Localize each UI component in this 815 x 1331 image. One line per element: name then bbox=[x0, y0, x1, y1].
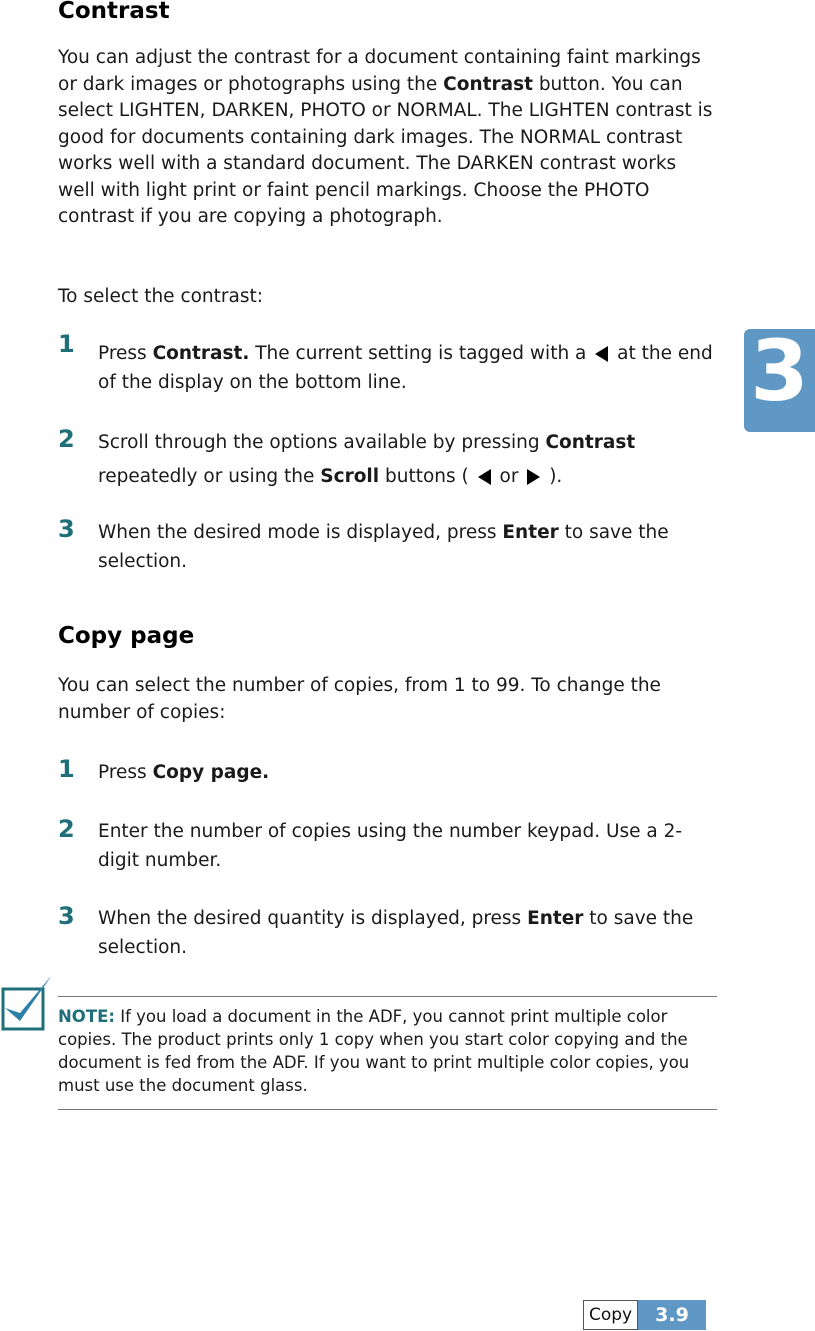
chapter-number: 3 bbox=[750, 322, 809, 420]
contrast-step-2-number: 2 bbox=[58, 425, 75, 453]
copy-step-3-number: 3 bbox=[58, 902, 75, 930]
scroll-right-icon bbox=[527, 469, 540, 485]
contrast-step-2: Scroll through the options available by pressing Contrast repeatedly or using the Scroll buttons ( or ). bbox=[98, 432, 636, 487]
checkmark-note-icon bbox=[0, 972, 56, 1034]
copy-page-heading: Copy page bbox=[58, 623, 195, 649]
contrast-heading: Contrast bbox=[58, 0, 170, 24]
copy-step-3: When the desired quantity is displayed, press Enter to save the selection. bbox=[98, 908, 694, 958]
copy-step-1: Press Copy page. bbox=[98, 762, 270, 783]
footer-section-label: Copy bbox=[583, 1300, 638, 1330]
left-triangle-icon bbox=[595, 346, 608, 362]
copy-page-intro: You can select the number of copies, from 1 to 99. To change the number of copies: bbox=[58, 675, 661, 723]
copy-step-1-number: 1 bbox=[58, 755, 75, 783]
contrast-step-1: Press Contrast. The current setting is tagged with a at the end of the display on the bottom line. bbox=[98, 343, 713, 393]
scroll-left-icon bbox=[478, 469, 491, 485]
contrast-step-1-number: 1 bbox=[58, 330, 75, 358]
copy-step-2: Enter the number of copies using the number keypad. Use a 2-digit number. bbox=[98, 821, 683, 871]
note-label: NOTE: bbox=[58, 1007, 115, 1026]
note-text: NOTE: If you load a document in the ADF, you cannot print multiple color copies. The product prints only 1 copy when you start color copying and the document is fed from the ADF. If you want to print multiple color copies, you must use the document glass. bbox=[58, 1007, 690, 1095]
copy-step-2-number: 2 bbox=[58, 815, 75, 843]
note-bottom-rule bbox=[58, 1109, 717, 1110]
contrast-lead: To select the contrast: bbox=[58, 286, 263, 307]
contrast-intro: You can adjust the contrast for a document containing faint markings or dark images or photographs using the Contrast button. You can select LIGHTEN, DARKEN, PHOTO or NORMAL. The LIGHTEN contrast is good for documents containing dark images. The NORMAL contrast works well with a standard document. The DARKEN contrast works well with light print or faint pencil markings. Choose the PHOTO contrast if you are copying a photograph. bbox=[58, 47, 713, 227]
footer-page-number: 3.9 bbox=[638, 1300, 706, 1330]
contrast-step-3-number: 3 bbox=[58, 515, 75, 543]
contrast-step-3: When the desired mode is displayed, press Enter to save the selection. bbox=[98, 522, 669, 572]
note-top-rule bbox=[58, 996, 717, 997]
